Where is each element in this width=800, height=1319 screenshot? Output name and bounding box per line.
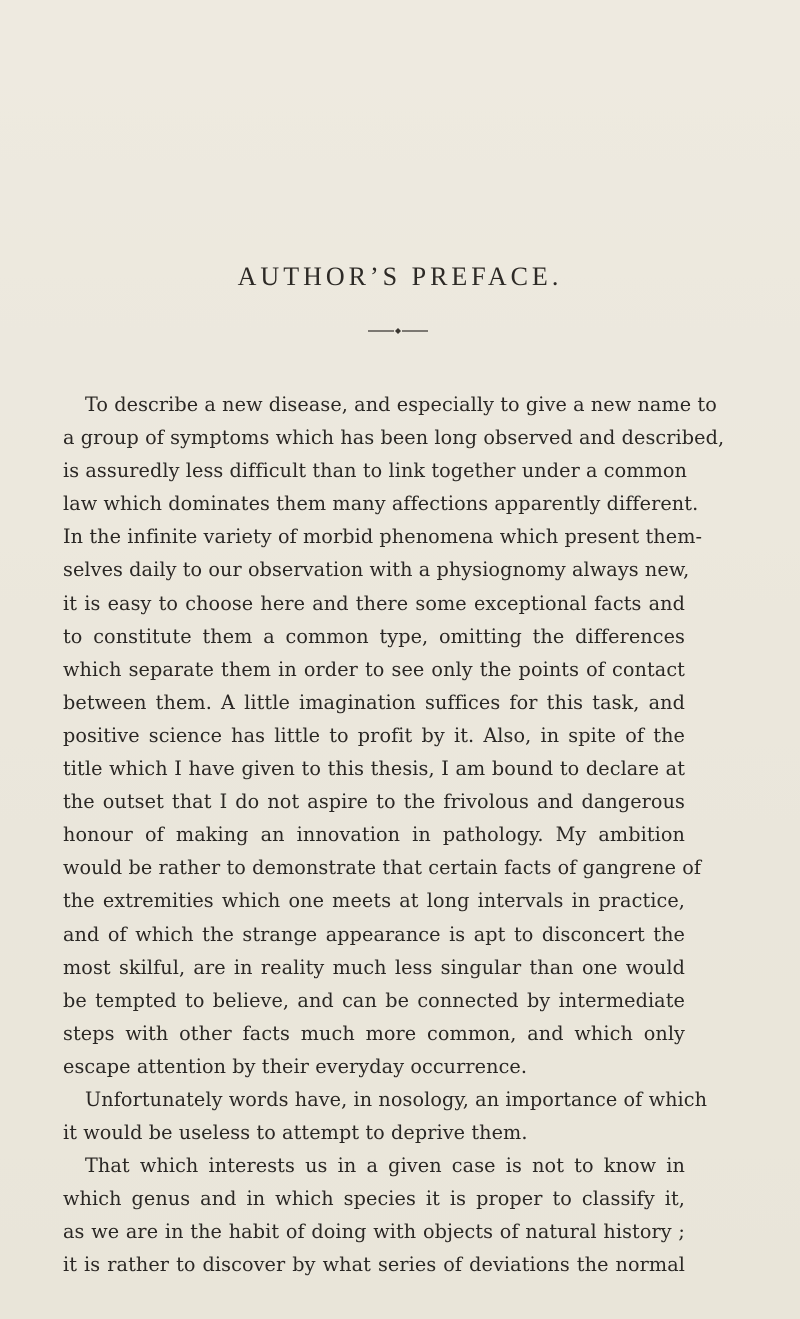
- text-line: which separate them in order to see only the points of contact: [63, 657, 685, 681]
- text-line: to constitute them a common type, omitting the differences: [63, 624, 685, 648]
- text-line: it is rather to discover by what series of deviations the normal: [63, 1253, 685, 1277]
- preface-text: [63, 388, 725, 1282]
- text-line: between them. A little imagination suffices for this task, and: [63, 690, 685, 714]
- text-line: In the infinite variety of morbid phenomena which present them-: [63, 525, 703, 549]
- text-line: selves daily to our observation with a physiognomy always new,: [63, 558, 690, 582]
- text-line: would be rather to demonstrate that certain facts of gangrene of: [63, 856, 702, 880]
- divider-ornament-icon: [368, 326, 428, 336]
- text-line: law which dominates them many affections apparently different.: [63, 492, 699, 516]
- text-line: a group of symptoms which has been long observed and described,: [63, 426, 725, 450]
- text-line: is assuredly less difficult than to link together under a common: [63, 459, 687, 483]
- text-line: To describe a new disease, and especially to give a new name to: [85, 393, 717, 416]
- text-line: title which I have given to this thesis, I am bound to declare at: [63, 757, 685, 781]
- text-line: and of which the strange appearance is apt to disconcert the: [63, 922, 685, 946]
- text-line: the extremities which one meets at long intervals in practice,: [63, 889, 685, 913]
- text-line: escape attention by their everyday occurrence.: [63, 1054, 528, 1078]
- text-line: it is easy to choose here and there some exceptional facts and: [63, 591, 685, 615]
- page-title: AUTHOR’S PREFACE.: [237, 262, 563, 291]
- text-line: honour of making an innovation in pathology. My ambition: [63, 823, 685, 847]
- text-line: That which interests us in a given case is not to know in: [85, 1154, 685, 1178]
- text-line: as we are in the habit of doing with objects of natural history ;: [63, 1220, 685, 1244]
- text-line: most skilful, are in reality much less singular than one would: [63, 955, 685, 979]
- text-line: the outset that I do not aspire to the frivolous and dangerous: [63, 790, 685, 814]
- text-line: be tempted to believe, and can be connected by intermediate: [63, 988, 685, 1012]
- text-line: which genus and in which species it is proper to classify it,: [63, 1187, 685, 1211]
- text-line: it would be useless to attempt to deprive them.: [63, 1121, 528, 1145]
- text-line: positive science has little to profit by it. Also, in spite of the: [63, 723, 685, 747]
- text-line: steps with other facts much more common, and which only: [63, 1021, 685, 1045]
- text-line: Unfortunately words have, in nosology, an importance of which: [85, 1087, 708, 1111]
